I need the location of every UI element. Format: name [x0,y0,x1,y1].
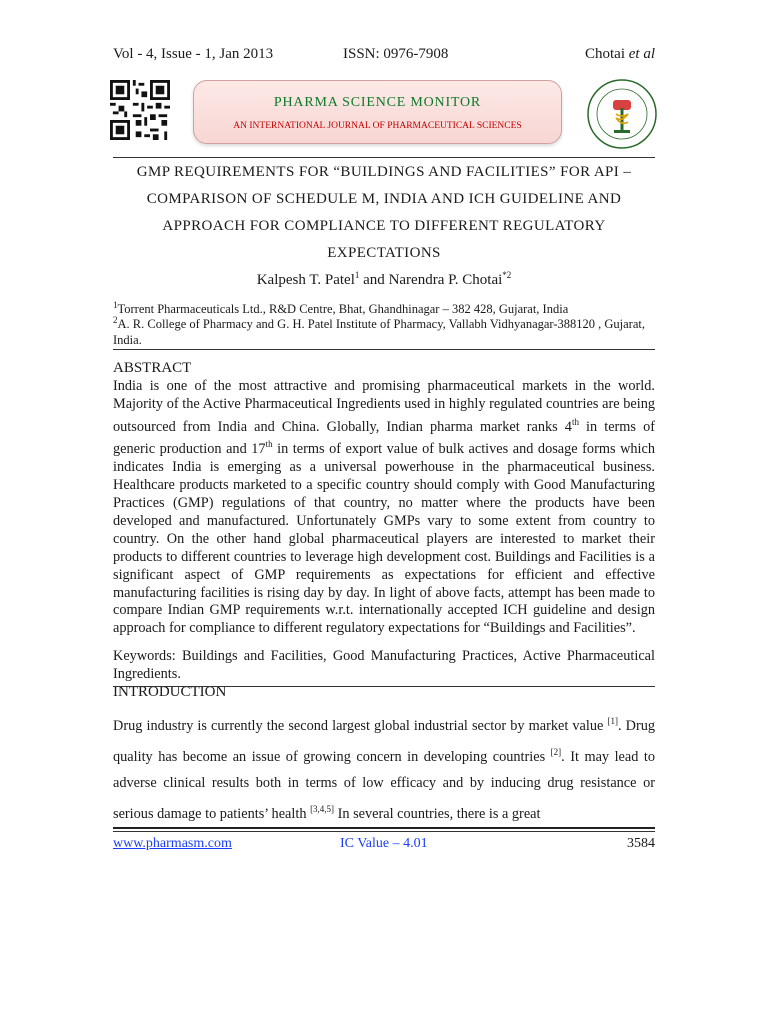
section-rule [113,686,655,687]
title-line: APPROACH FOR COMPLIANCE TO DIFFERENT REGULATORY [162,218,606,234]
journal-banner [193,80,562,144]
title-line: GMP REQUIREMENTS FOR “BUILDINGS AND FACILITIES” FOR API – [136,164,632,180]
footer-rule [113,831,655,832]
header-rule [113,157,655,158]
running-author: Chotai et al [585,46,655,62]
section-rule [113,349,655,350]
qr-code-icon [110,80,170,140]
abstract-heading: ABSTRACT [113,360,192,376]
introduction-text: Drug industry is currently the second largest global industrial sector by market value [1]. Drug quality has become an issue of growing concern in developing countries [2]. It may lead to adverse clinical results both in terms of low efficacy and by inducing drug resistance or serious damage to patients’ health [3,4,5] In several countries, there is a great [113,716,656,822]
keywords: Keywords: Buildings and Facilities, Good Manufacturing Practices, Active Pharmaceutical Ingredients. [113,648,655,682]
journal-website-link[interactable]: www.pharmasm.com [113,836,232,851]
journal-seal-icon [586,78,658,150]
affiliation: $^2$A. R. College of Pharmacy and G. H. Patel Institute of Pharmacy, Vallabh Vidhyanagar-388120 , Gujarat, India. [113,315,645,347]
title-line: EXPECTATIONS [327,245,441,261]
author-name: Narendra P. Chotai [388,272,503,288]
issn: ISSN: 0976-7908 [343,46,449,62]
journal-name: PHARMA SCIENCE MONITOR [273,95,482,110]
volume-issue: Vol - 4, Issue - 1, Jan 2013 [113,46,274,62]
title-line: COMPARISON OF SCHEDULE M, INDIA AND ICH GUIDELINE AND [146,191,622,207]
paper-title [113,159,655,267]
affiliation: $^1$Torrent Pharmaceuticals Ltd., R&D Centre, Bhat, Ghandhinagar – 382 428, Gujarat, India [113,300,569,317]
ic-value: IC Value – 4.01 [340,836,428,851]
introduction-heading: INTRODUCTION [113,684,227,700]
author-list: Kalpesh T. Patel$^1$ and Narendra P. Chotai$^{*2}$ [256,270,512,288]
author-name: Kalpesh T. Patel [256,272,355,288]
journal-subtitle: AN INTERNATIONAL JOURNAL OF PHARMACEUTICAL SCIENCES [233,121,522,131]
page-number: 3584 [627,836,655,851]
abstract-text: India is one of the most attractive and promising pharmaceutical markets in the world. Majority of the Active Pharmaceutical Ingredients used in highly regulated countries are being outsourced from India and China. Globally, Indian pharma market ranks 4th in terms of generic production and 17th in terms of export value of bulk actives and dosage forms which indicates India is emerging as a universal powerhouse in the pharmaceutical business. Healthcare products marketed to a specific country should comply with Good Manufacturing Practices (GMP) regulations of that country, no matter where the products have been developed and manufactured. Unfortunately GMPs vary to some extent from country to country. On the other hand global pharmaceutical players are interested to market their products to different countries to leverage high development cost. Buildings and Facilities is a significant aspect of GMP requirements as expectations for efficient and effective manufacturing facilities is rising day by day. In light of above facts, attempt has been made to compare Indian GMP requirements w.r.t. internationally accepted ICH guideline and design approach for compliance to different regulatory expectations for “Buildings and Facilities”. [113,378,656,637]
footer-rule [113,827,655,829]
